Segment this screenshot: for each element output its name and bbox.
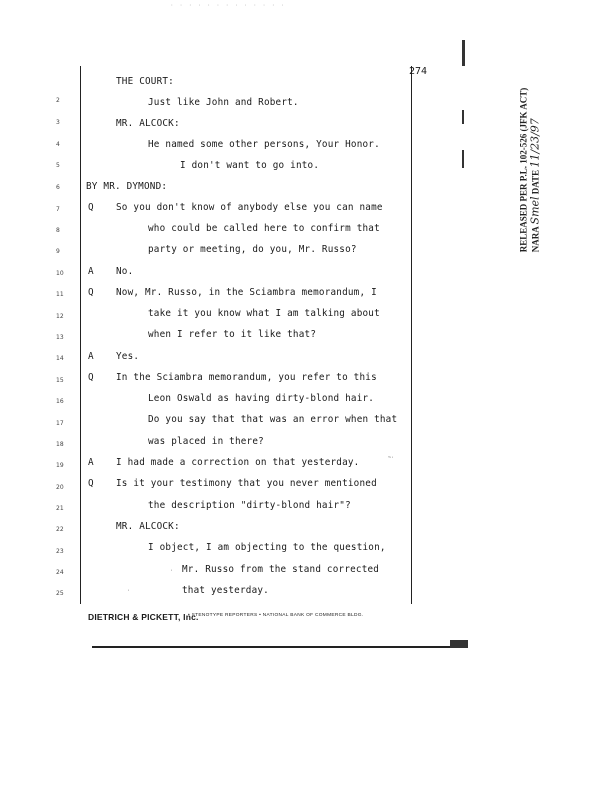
line-number: 13 (56, 334, 64, 341)
scan-artifact: · (170, 568, 174, 574)
transcript-line: party or meeting, do you, Mr. Russo? (148, 244, 357, 255)
transcript-line: I object, I am objecting to the question, (148, 542, 386, 553)
qa-marker: A (88, 457, 94, 468)
bottom-rule-mark (450, 640, 468, 648)
transcript-line: He named some other persons, Your Honor. (148, 139, 380, 150)
scan-edge-mark (462, 150, 464, 168)
transcript-line: that yesterday. (182, 585, 269, 596)
transcript-line: Is it your testimony that you never mentioned (116, 478, 377, 489)
line-number: 10 (56, 270, 64, 277)
line-number: 3 (56, 119, 60, 126)
transcript-line: MR. ALCOCK: (116, 118, 180, 129)
line-number: 20 (56, 484, 64, 491)
transcript-line: I don't want to go into. (180, 160, 320, 171)
transcript-line: MR. ALCOCK: (116, 521, 180, 532)
stamp-signature: Smel (528, 196, 542, 225)
qa-marker: Q (88, 202, 94, 213)
stamp-date: 11/23/97 (528, 118, 542, 168)
reporter-firm-details: • STENOTYPE REPORTERS • NATIONAL BANK OF COMMERCE BLDG. (188, 613, 364, 618)
transcript-line: THE COURT: (116, 76, 174, 87)
line-number: 4 (56, 141, 60, 148)
transcript-line: No. (116, 266, 134, 277)
transcript-line: BY MR. DYMOND: (86, 181, 168, 192)
line-number: 7 (56, 206, 60, 213)
scan-artifact: ~· (388, 455, 395, 461)
release-stamp (519, 88, 542, 252)
bottom-rule (92, 646, 468, 648)
transcript-line: when I refer to it like that? (148, 329, 317, 340)
line-number: 17 (56, 420, 64, 427)
line-number: 14 (56, 355, 64, 362)
line-number: 22 (56, 526, 64, 533)
transcript-line: take it you know what I am talking about (148, 308, 380, 319)
transcript-line: I had made a correction on that yesterday. (116, 457, 360, 468)
line-number: 18 (56, 441, 64, 448)
transcript-line: Now, Mr. Russo, in the Sciambra memorandum, I (116, 287, 377, 298)
qa-marker: A (88, 351, 94, 362)
page-number: 274 (409, 66, 428, 77)
line-number: 2 (56, 97, 60, 104)
line-number: 8 (56, 227, 60, 234)
scan-artifact: · (127, 588, 131, 594)
transcript-line: Yes. (116, 351, 140, 362)
release-stamp-line: RELEASED PER P.L. 102-526 (JFK ACT) (518, 87, 529, 253)
transcript-line: Do you say that that was an error when that (148, 414, 398, 425)
line-number: 25 (56, 590, 64, 597)
transcript-line: the description "dirty-blond hair"? (148, 500, 351, 511)
scan-edge-mark (462, 40, 465, 66)
line-number: 19 (56, 462, 64, 469)
transcript-line: In the Sciambra memorandum, you refer to this (116, 372, 377, 383)
line-number: 11 (56, 291, 64, 298)
line-number: 24 (56, 569, 64, 576)
date-label: DATE (530, 169, 541, 195)
qa-marker: Q (88, 478, 94, 489)
line-number: 16 (56, 398, 64, 405)
transcript-line: was placed in there? (148, 436, 264, 447)
qa-marker: Q (88, 372, 94, 383)
transcript-line: who could be called here to confirm that (148, 223, 380, 234)
qa-marker: Q (88, 287, 94, 298)
qa-marker: A (88, 266, 94, 277)
line-number: 15 (56, 377, 64, 384)
scan-edge-mark (462, 110, 464, 124)
nara-label: NARA (530, 226, 541, 253)
line-number: 6 (56, 184, 60, 191)
transcript-line: Mr. Russo from the stand corrected (182, 564, 380, 575)
line-number: 21 (56, 505, 64, 512)
transcript-line: So you don't know of anybody else you can name (116, 202, 383, 213)
line-number: 9 (56, 248, 60, 255)
transcript-line: Just like John and Robert. (148, 97, 299, 108)
header-smudge: · · · · · · · · · · · · · (170, 2, 286, 9)
line-number: 23 (56, 548, 64, 555)
reporter-firm-name: DIETRICH & PICKETT, Inc. (88, 612, 199, 622)
line-number: 12 (56, 313, 64, 320)
transcript-line: Leon Oswald as having dirty-blond hair. (148, 393, 375, 404)
line-number: 5 (56, 162, 60, 169)
